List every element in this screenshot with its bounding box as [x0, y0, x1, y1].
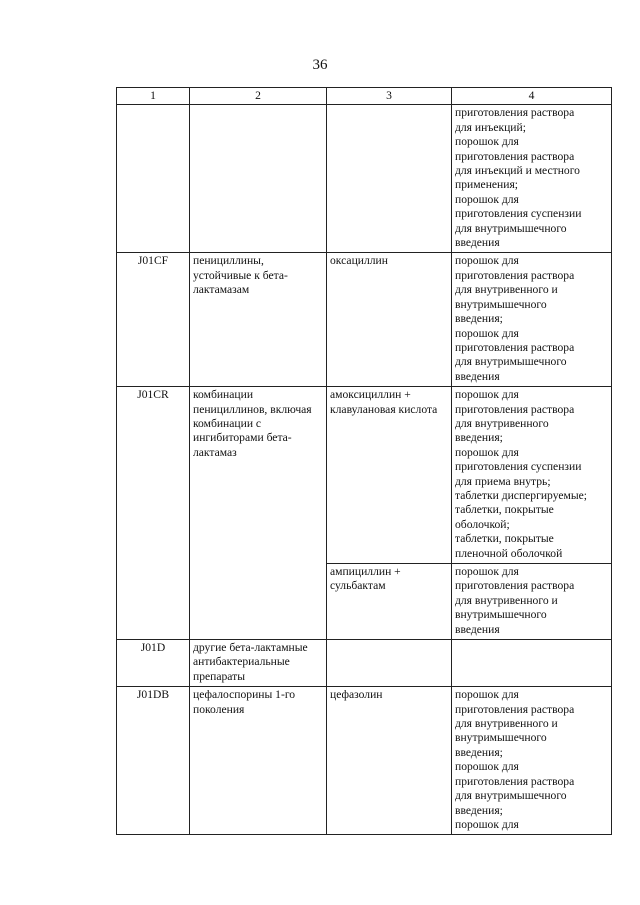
dosage-forms-cell — [452, 687, 612, 835]
group-line: антибактериальные — [193, 655, 290, 669]
form-line: для инъекций и местного — [455, 164, 580, 178]
column-header-3: 3 — [327, 88, 452, 105]
group-line: пенициллинов, включая — [193, 402, 312, 416]
form-line: для внутримышечного — [455, 221, 567, 235]
form-line: таблетки диспергируемые; — [455, 488, 587, 502]
form-line: введения; — [455, 745, 503, 759]
form-line: порошок для — [455, 445, 519, 459]
table-row — [117, 253, 612, 387]
form-line: оболочкой; — [455, 517, 510, 531]
drug-line: амоксициллин + — [330, 388, 411, 402]
group-line: препараты — [193, 669, 245, 683]
drug-line: клавулановая кислота — [330, 402, 438, 416]
form-line: порошок для — [455, 192, 519, 206]
group-cell — [190, 687, 327, 835]
dosage-forms-cell — [452, 253, 612, 387]
group-cell — [190, 387, 327, 640]
group-line: комбинации — [193, 388, 254, 402]
drug-line: ампициллин + — [330, 565, 401, 578]
form-line: приготовления раствора — [455, 106, 575, 120]
form-line: для инъекций; — [455, 120, 526, 134]
form-line: введения; — [455, 803, 503, 817]
column-header-4: 4 — [452, 88, 612, 105]
form-line: приготовления суспензии — [455, 207, 582, 221]
form-line: приготовления суспензии — [455, 460, 582, 474]
form-line: для приема внутрь; — [455, 474, 551, 488]
drug-line: цефазолин — [330, 688, 383, 702]
drug-line: оксациллин — [330, 254, 388, 268]
group-line: поколения — [193, 702, 245, 716]
drug-cell — [327, 564, 452, 640]
form-line: для внутривенного и — [455, 593, 558, 607]
table-row — [117, 687, 612, 835]
form-line: приготовления раствора — [455, 340, 575, 354]
group-line: ингибиторами бета- — [193, 431, 292, 445]
group-line: лактамазам — [193, 283, 250, 297]
form-line: приготовления раствора — [455, 579, 575, 593]
drug-cell — [327, 105, 452, 253]
atc-code-cell — [117, 105, 190, 253]
form-line: для внутривенного и — [455, 283, 558, 297]
form-line: для внутривенного и — [455, 717, 558, 731]
form-line: введения; — [455, 431, 503, 445]
table-row — [117, 640, 612, 687]
form-line: приготовления раствора — [455, 268, 575, 282]
table-row — [117, 105, 612, 253]
atc-code-cell: J01CR — [117, 387, 190, 640]
drug-line: сульбактам — [330, 579, 386, 593]
dosage-forms-cell — [452, 564, 612, 640]
form-line: введения — [455, 622, 500, 636]
dosage-forms-cell — [452, 105, 612, 253]
drug-cell — [327, 253, 452, 387]
form-line: введения — [455, 236, 500, 250]
column-header-2: 2 — [190, 88, 327, 105]
atc-code-cell: J01DB — [117, 687, 190, 835]
form-line: для внутримышечного — [455, 355, 567, 369]
form-line: порошок для — [455, 254, 519, 268]
medication-table — [116, 87, 612, 835]
form-line: порошок для — [455, 326, 519, 340]
form-line: таблетки, покрытые — [455, 503, 554, 517]
group-cell — [190, 253, 327, 387]
form-line: введения; — [455, 312, 503, 326]
form-line: порошок для — [455, 688, 519, 702]
form-line: порошок для — [455, 760, 519, 774]
drug-cell — [327, 387, 452, 564]
form-line: внутримышечного — [455, 608, 547, 622]
form-line: пленочной оболочкой — [455, 546, 563, 560]
group-line: цефалоспорины 1-го — [193, 688, 296, 702]
form-line: для внутривенного — [455, 416, 549, 430]
form-line: внутримышечного — [455, 297, 547, 311]
drug-cell — [327, 687, 452, 835]
page-number: 36 — [312, 57, 328, 73]
form-line: порошок для — [455, 817, 519, 831]
group-cell — [190, 105, 327, 253]
atc-code-cell: J01CF — [117, 253, 190, 387]
group-line: комбинации с — [193, 416, 262, 430]
header-row — [117, 88, 612, 105]
form-line: приготовления раствора — [455, 774, 575, 788]
table-row — [117, 387, 612, 564]
column-header-1: 1 — [117, 88, 190, 105]
form-line: приготовления раствора — [455, 149, 575, 163]
form-line: введения — [455, 369, 500, 383]
group-line: другие бета-лактамные — [193, 641, 308, 655]
form-line: порошок для — [455, 135, 519, 149]
dosage-forms-cell — [452, 387, 612, 564]
drug-cell — [327, 640, 452, 687]
group-line: лактамаз — [193, 445, 237, 459]
form-line: приготовления раствора — [455, 402, 575, 416]
form-line: порошок для — [455, 565, 519, 578]
form-line: применения; — [455, 178, 519, 192]
form-line: таблетки, покрытые — [455, 532, 554, 546]
group-line: устойчивые к бета- — [193, 268, 288, 282]
form-line: приготовления раствора — [455, 702, 575, 716]
form-line: для внутримышечного — [455, 789, 567, 803]
form-line: внутримышечного — [455, 731, 547, 745]
group-line: пенициллины, — [193, 254, 264, 268]
form-line: порошок для — [455, 388, 519, 402]
dosage-forms-cell — [452, 640, 612, 687]
group-cell — [190, 640, 327, 687]
atc-code-cell: J01D — [117, 640, 190, 687]
